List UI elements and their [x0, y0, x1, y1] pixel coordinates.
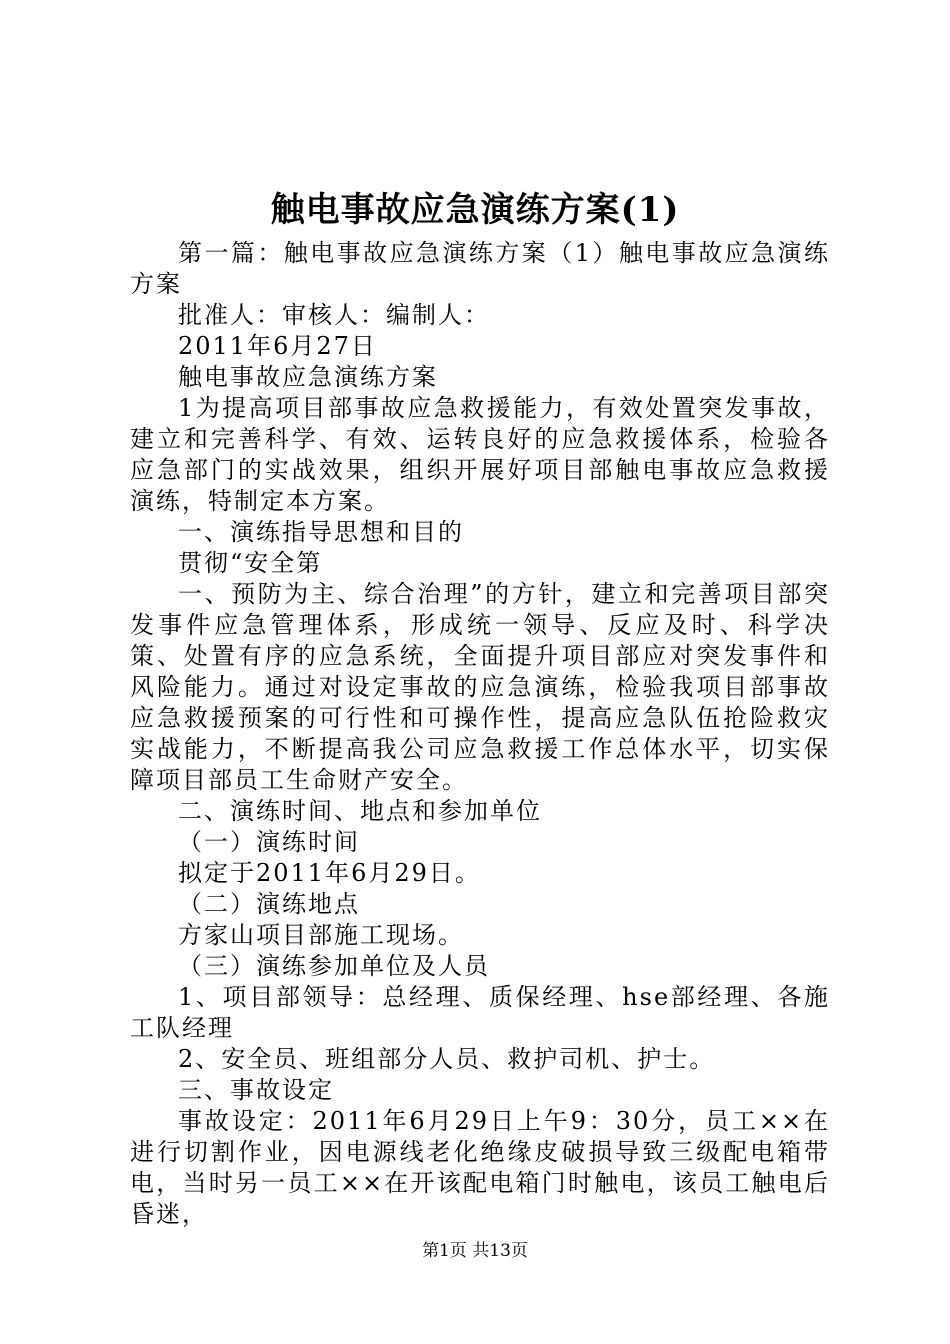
- paragraph: 一、预防为主、综合治理”的方针，建立和完善项目部突发事件应急管理体系，形成统一领导、反应及时、科学决策、处置有序的应急系统，全面提升项目部应对突发事件和风险能力。通过对设定事故的应急演练，检验我项目部事故应急救援预案的可行性和可操作性，提高应急队伍抢险救灾实战能力，不断提高我公司应急救援工作总体水平，切实保障项目部员工生命财产安全。: [130, 580, 830, 794]
- paragraph: 贯彻“安全第: [178, 549, 323, 577]
- subsection-heading: （一）演练时间: [178, 828, 360, 856]
- paragraph: 1为提高项目部事故应急救援能力，有效处置突发事故，建立和完善科学、有效、运转良好的应急救援体系，检验各应急部门的实战效果，组织开展好项目部触电事故应急救援演练，特制定本方案。: [130, 394, 830, 515]
- section-heading: 三、事故设定: [178, 1076, 334, 1104]
- subsection-heading: （三）演练参加单位及人员: [178, 952, 490, 980]
- section-heading: 二、演练时间、地点和参加单位: [178, 797, 542, 825]
- paragraph: 2、安全员、班组部分人员、救护司机、护士。: [178, 1045, 716, 1073]
- subsection-heading: （二）演练地点: [178, 890, 360, 918]
- paragraph: 2011年6月27日: [178, 332, 377, 360]
- page-footer: 第1页 共13页: [422, 1241, 528, 1261]
- paragraph: 批准人：审核人：编制人：: [178, 301, 490, 329]
- paragraph: 触电事故应急演练方案: [178, 363, 438, 391]
- paragraph: 拟定于2011年6月29日。: [178, 859, 481, 887]
- paragraph: 事故设定：2011年6月29日上午9：30分，员工××在进行切割作业，因电源线老化绝缘皮破损导致三级配电箱带电，当时另一员工××在开该配电箱门时触电，该员工触电后昏迷，: [130, 1107, 830, 1228]
- paragraph: 1、项目部领导：总经理、质保经理、hse部经理、各施工队经理: [130, 983, 830, 1042]
- section-heading: 一、演练指导思想和目的: [178, 518, 464, 546]
- paragraph: 第一篇：触电事故应急演练方案（1）触电事故应急演练方案: [130, 239, 830, 298]
- document-body: [130, 238, 830, 1230]
- paragraph: 方家山项目部施工现场。: [178, 921, 464, 949]
- document-title: 触电事故应急演练方案(1): [270, 190, 680, 230]
